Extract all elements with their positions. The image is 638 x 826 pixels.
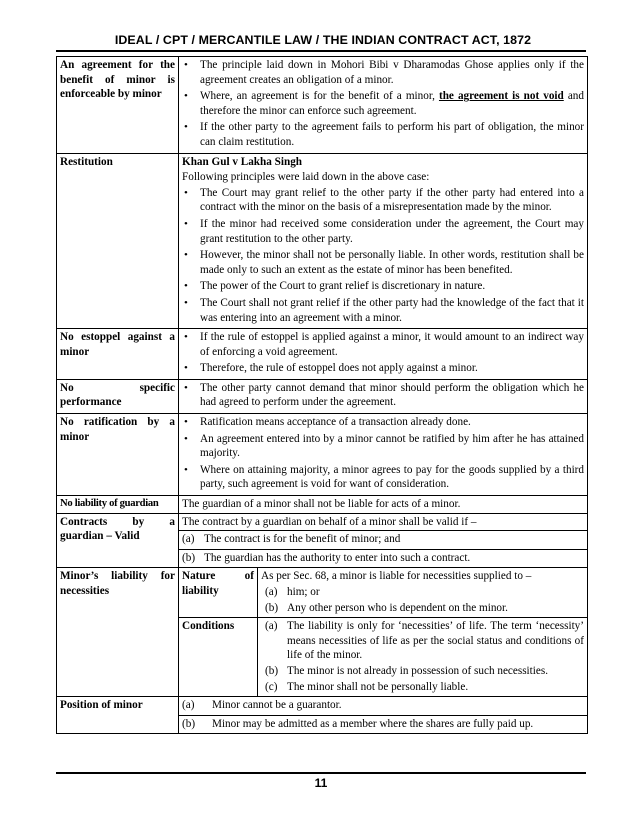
row-content: The guardian of a minor shall not be liable for acts of a minor.	[179, 496, 588, 514]
list-item: (b) Minor may be admitted as a member where the shares are fully paid up.	[182, 717, 534, 730]
row-label: No specific performance	[57, 379, 179, 413]
sub-content	[258, 618, 588, 696]
sub-content: As per Sec. 68, a minor is liable for necessities supplied to – (a) him; or (b) Any other person who is dependent on the minor.	[258, 568, 588, 617]
table-row	[57, 414, 588, 496]
table-row	[57, 57, 588, 154]
law-table	[56, 56, 588, 734]
bullet-item: • If the rule of estoppel is applied against a minor, it would amount to an indirect way of enforcing a void agreement.	[182, 330, 584, 359]
row-label: Minor’s liability for necessities	[57, 568, 179, 697]
row-content	[179, 153, 588, 329]
intro-text: The contract by a guardian on behalf of a minor shall be valid if –	[179, 514, 587, 532]
list-item: (a) The contract is for the benefit of minor; and	[182, 533, 401, 546]
row-label: An agreement for the benefit of minor is enforceable by minor	[57, 57, 179, 154]
bullet-item: • However, the minor shall not be personally liable. In other words, restitution shall be made only to such an extent as the estate of minor has been benefited.	[182, 248, 584, 277]
row-content	[179, 414, 588, 496]
case-name: Khan Gul v Lakha Singh	[182, 155, 303, 168]
row-content	[179, 697, 588, 734]
bullet-item: • The principle laid down in Mohori Bibi v Dharamodas Ghose applies only if the agreement creates an obligation of a minor.	[182, 58, 584, 87]
row-label: Restitution	[57, 153, 179, 329]
row-label: No liability of guardian	[57, 496, 179, 514]
table-row	[57, 329, 588, 380]
header-rule	[56, 50, 586, 52]
bullet-item: • Ratification means acceptance of a transaction already done.	[182, 415, 584, 430]
list-item: (a) Minor cannot be a guarantor.	[182, 699, 342, 712]
page-number: 11	[314, 776, 328, 790]
list-item: (b) Any other person who is dependent on the minor.	[265, 601, 508, 614]
bullet-item: • If the other party to the agreement fails to perform his part of obligation, the minor can claim restitution.	[182, 120, 584, 149]
table-row	[57, 153, 588, 329]
row-content	[179, 379, 588, 413]
list-item: (a) him; or	[265, 586, 320, 598]
table-row	[57, 513, 588, 568]
necessities-subtable	[179, 568, 587, 696]
row-label: Position of minor	[57, 697, 179, 734]
intro-text: Following principles were laid down in the above case:	[182, 171, 430, 184]
bullet-item: • Where, an agreement is for the benefit of a minor, the agreement is not void and therefore the minor can enforce such agreement.	[182, 89, 584, 118]
list-item: (b) The guardian has the authority to enter into such a contract.	[182, 551, 471, 564]
row-label: Contracts by a guardian – Valid	[57, 513, 179, 568]
row-content	[179, 57, 588, 154]
sub-label: Conditions	[179, 618, 258, 696]
list-item: (a) The liability is only for ‘necessities’ of life. The term ‘necessity’ means necessities of life as per the social status and conditions of life of the minor.	[265, 620, 584, 662]
row-content	[179, 568, 588, 697]
bullet-item: • The other party cannot demand that minor should perform the obligation which he had agreed to perform under the agreement.	[182, 381, 584, 410]
table-row	[57, 697, 588, 734]
table-row	[57, 496, 588, 514]
underlined-text: the agreement is not void	[438, 90, 564, 103]
row-label: No ratification by a minor	[57, 414, 179, 496]
bullet-item: • The Court may grant relief to the other party if the other party had entered into a contract with the minor on the basis of a misrepresentation made by the minor.	[182, 186, 584, 215]
table-row	[57, 568, 588, 697]
table-row	[57, 379, 588, 413]
bullet-item: • An agreement entered into by a minor cannot be ratified by him after he has attained majority.	[182, 432, 584, 461]
bullet-item: • The power of the Court to grant relief is discretionary in nature.	[182, 279, 584, 294]
list-item: (c) The minor shall not be personally liable.	[265, 680, 469, 693]
sub-label: Nature of liability	[179, 568, 258, 617]
bullet-item: • Where on attaining majority, a minor agrees to pay for the goods supplied by a third party, such agreement is void for want of consideration.	[182, 463, 584, 492]
row-content	[179, 513, 588, 568]
footer-rule	[56, 772, 586, 774]
page-header: IDEAL / CPT / MERCANTILE LAW / THE INDIAN CONTRACT ACT, 1872	[114, 33, 532, 47]
list-item: (b) The minor is not already in possession of such necessities.	[265, 664, 548, 677]
bullet-item: • If the minor had received some consideration under the agreement, the Court may grant restitution to the other party.	[182, 217, 584, 246]
row-label: No estoppel against a minor	[57, 329, 179, 380]
row-content	[179, 329, 588, 380]
bullet-item: • The Court shall not grant relief if the other party had the knowledge of the fact that it was entering into an agreement with a minor.	[182, 296, 584, 325]
bullet-item: • Therefore, the rule of estoppel does not apply against a minor.	[182, 361, 584, 376]
